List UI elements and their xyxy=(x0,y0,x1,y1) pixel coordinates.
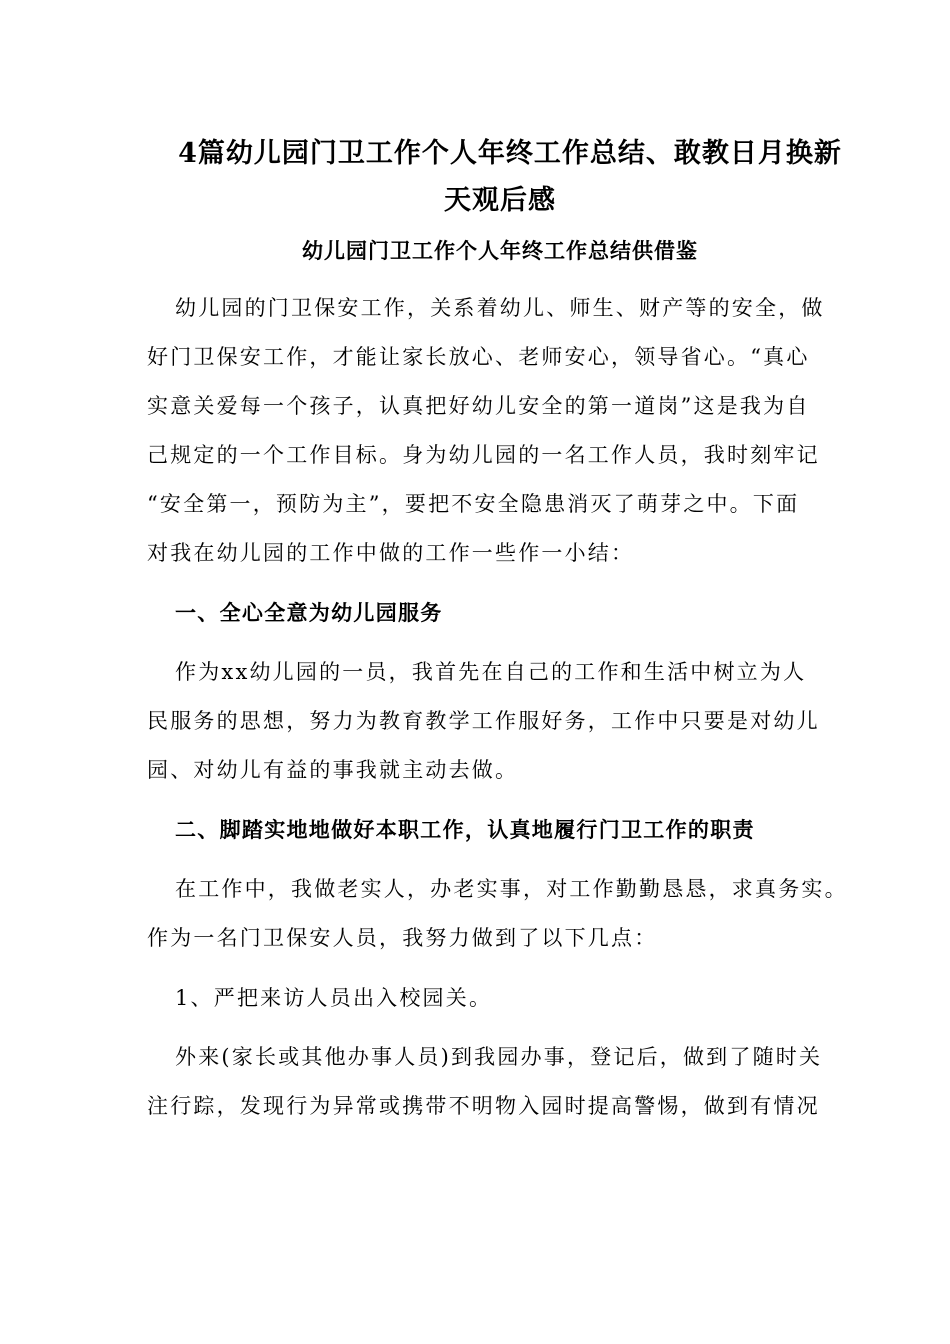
paragraph-line: “安全第一，预防为主”，要把不安全隐患消灭了萌芽之中。下面 xyxy=(147,492,800,516)
paragraph-line: 注行踪，发现行为异常或携带不明物入园时提高警惕，做到有情况 xyxy=(147,1094,820,1118)
paragraph-line: 己规定的一个工作目标。身为幼儿园的一名工作人员，我时刻牢记 xyxy=(147,443,820,467)
document-title-line-1: 4篇幼儿园门卫工作个人年终工作总结、敢教日月换新 xyxy=(178,138,842,169)
document-subtitle: 幼儿园门卫工作个人年终工作总结供借鉴 xyxy=(302,238,698,263)
paragraph-line: 作为xx幼儿园的一员，我首先在自己的工作和生活中树立为人 xyxy=(175,660,807,684)
paragraph-line: 民服务的思想，努力为教育教学工作服好务，工作中只要是对幼儿 xyxy=(147,709,820,733)
paragraph-line: 在工作中，我做老实人，办老实事，对工作勤勤恳恳，求真务实。 xyxy=(175,877,848,901)
paragraph-line: 园、对幼儿有益的事我就主动去做。 xyxy=(147,758,519,782)
section-heading: 二、脚踏实地地做好本职工作，认真地履行门卫工作的职责 xyxy=(175,817,755,842)
paragraph-line: 作为一名门卫保安人员，我努力做到了以下几点： xyxy=(147,926,658,950)
paragraph-line: 幼儿园的门卫保安工作，关系着幼儿、师生、财产等的安全，做 xyxy=(175,296,825,320)
section-heading: 一、全心全意为幼儿园服务 xyxy=(175,600,443,625)
paragraph-line: 外来(家长或其他办事人员)到我园办事，登记后，做到了随时关 xyxy=(175,1045,823,1069)
document-title-line-2: 天观后感 xyxy=(444,185,556,216)
list-item: 1、严把来访人员出入校园关。 xyxy=(175,986,493,1010)
paragraph-line: 实意关爱每一个孩子，认真把好幼儿安全的第一道岗”这是我为自 xyxy=(147,394,810,418)
paragraph-line: 好门卫保安工作，才能让家长放心、老师安心，领导省心。“真心 xyxy=(147,345,810,369)
paragraph-line: 对我在幼儿园的工作中做的工作一些作一小结： xyxy=(147,541,635,565)
